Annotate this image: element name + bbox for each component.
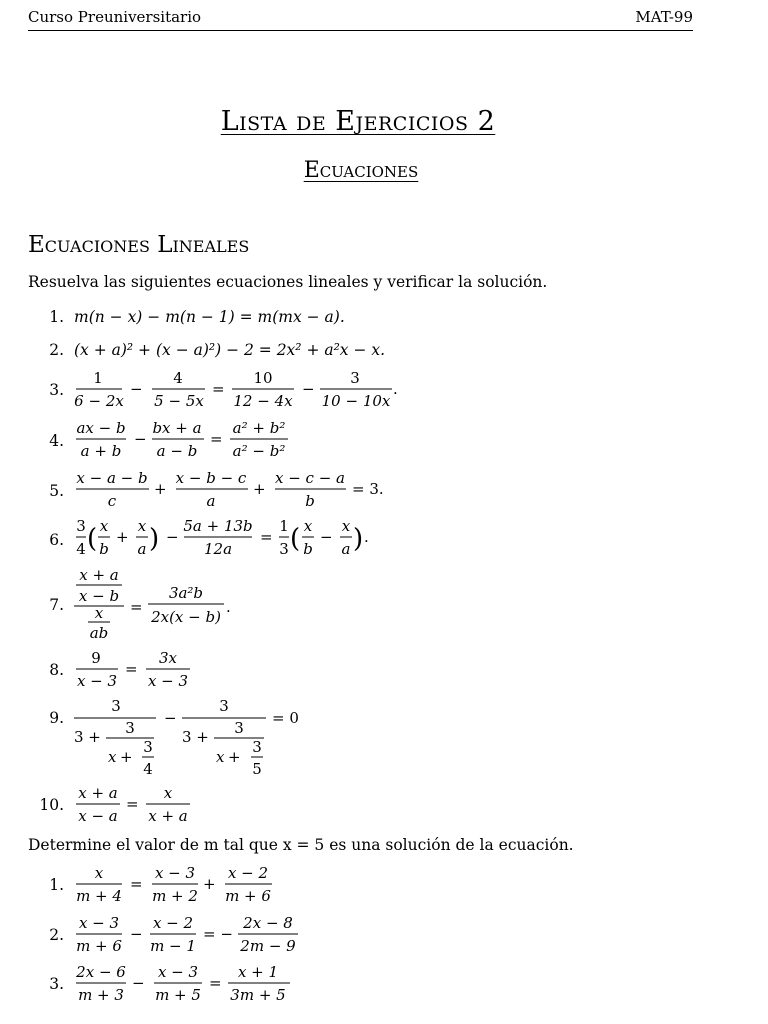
svg-text:= 3.: = 3. xyxy=(352,480,384,498)
svg-text:a − b: a − b xyxy=(156,442,198,460)
svg-text:a² − b²: a² − b² xyxy=(232,442,286,460)
svg-text:x: x xyxy=(137,517,147,535)
svg-text:=: = xyxy=(130,875,143,893)
svg-text:m + 6: m + 6 xyxy=(225,887,271,905)
course-name: Curso Preuniversitario xyxy=(28,8,202,26)
svg-text:1: 1 xyxy=(93,369,103,387)
svg-text:x − a − b: x − a − b xyxy=(76,469,148,487)
svg-text:b: b xyxy=(99,540,109,558)
svg-text:x − 3: x − 3 xyxy=(78,914,120,932)
svg-text:m − 1: m − 1 xyxy=(150,937,196,955)
svg-text:3x: 3x xyxy=(158,649,178,667)
exercise-equation-7 xyxy=(72,564,272,644)
svg-text:bx + a: bx + a xyxy=(152,419,202,437)
svg-text:3: 3 xyxy=(279,540,289,558)
svg-text:5: 5 xyxy=(252,760,262,778)
svg-text:3m + 5: 3m + 5 xyxy=(230,986,286,1004)
svg-text:−: − xyxy=(166,528,179,546)
exercise-equation-9 xyxy=(72,694,352,784)
svg-text:x − 3: x − 3 xyxy=(157,963,199,981)
svg-text:−: − xyxy=(320,528,333,546)
svg-text:−: − xyxy=(134,430,147,448)
page-header xyxy=(28,8,693,31)
svg-text:5 − 5x: 5 − 5x xyxy=(154,392,204,410)
exercise-number: 1. xyxy=(49,308,64,326)
svg-text:4: 4 xyxy=(143,760,153,778)
svg-text:= 0: = 0 xyxy=(272,709,299,727)
svg-text:m + 5: m + 5 xyxy=(155,986,201,1004)
svg-text:x − b: x − b xyxy=(78,587,120,605)
exercise-equation: (x + a)² + (x − a)²) − 2 = 2x² + a²x − x. xyxy=(74,341,386,359)
svg-text:x: x xyxy=(94,864,104,882)
exercise-number: 2. xyxy=(49,341,64,359)
svg-text:−: − xyxy=(302,380,315,398)
svg-text:x: x xyxy=(94,604,104,622)
exercise-number: 3. xyxy=(49,975,64,993)
exercise-number: 5. xyxy=(49,482,64,500)
svg-text:3: 3 xyxy=(111,697,121,715)
svg-text:x: x xyxy=(216,748,225,766)
svg-text:.: . xyxy=(364,528,369,546)
exercise-number: 2. xyxy=(49,926,64,944)
svg-text:= −: = − xyxy=(203,925,233,943)
svg-text:b: b xyxy=(305,492,315,510)
svg-text:x + 1: x + 1 xyxy=(237,963,279,981)
svg-text:x: x xyxy=(341,517,351,535)
svg-text:.: . xyxy=(226,598,231,616)
svg-text:3: 3 xyxy=(125,719,135,737)
svg-text:): ) xyxy=(149,524,160,554)
exercise-number: 6. xyxy=(49,531,64,549)
page-title: Lista de Ejercicios 2 xyxy=(220,106,496,137)
svg-text:x − 3: x − 3 xyxy=(147,672,189,690)
exercise-number: 4. xyxy=(49,432,64,450)
svg-text:10: 10 xyxy=(253,369,273,387)
svg-text:x − b − c: x − b − c xyxy=(175,469,247,487)
svg-text:=: = xyxy=(212,380,225,398)
svg-text:9: 9 xyxy=(91,649,101,667)
svg-text:−: − xyxy=(130,380,143,398)
svg-text:a: a xyxy=(206,492,216,510)
svg-text:x − 3: x − 3 xyxy=(76,672,118,690)
svg-text:+: + xyxy=(154,480,167,498)
exercise-number: 9. xyxy=(49,709,64,727)
svg-text:3: 3 xyxy=(252,738,262,756)
svg-text:b: b xyxy=(303,540,313,558)
instructions-1: Resuelva las siguientes ecuaciones lineales y verificar la solución. xyxy=(28,273,548,291)
svg-text:1: 1 xyxy=(279,517,289,535)
exercise-equation-3 xyxy=(72,366,412,414)
svg-text:x − 2: x − 2 xyxy=(227,864,269,882)
svg-text:3: 3 xyxy=(234,719,244,737)
exercise-equation-4 xyxy=(72,416,312,464)
svg-text:x + a: x + a xyxy=(78,784,118,802)
svg-text:m + 2: m + 2 xyxy=(152,887,198,905)
exercise-number: 7. xyxy=(49,596,64,614)
svg-text:m + 3: m + 3 xyxy=(78,986,124,1004)
svg-text:m + 6: m + 6 xyxy=(76,937,122,955)
svg-text:(: ( xyxy=(290,524,301,554)
svg-text:2m − 9: 2m − 9 xyxy=(240,937,296,955)
svg-text:=: = xyxy=(210,430,223,448)
exercise-equation-8 xyxy=(72,646,212,694)
svg-text:x: x xyxy=(303,517,313,535)
exercise-number: 3. xyxy=(49,381,64,399)
svg-text:m + 4: m + 4 xyxy=(76,887,122,905)
svg-text:4: 4 xyxy=(76,540,86,558)
svg-text:=: = xyxy=(126,795,139,813)
svg-text:x + a: x + a xyxy=(148,807,188,825)
svg-text:12a: 12a xyxy=(203,540,233,558)
svg-text:2x(x − b): 2x(x − b) xyxy=(151,608,221,626)
svg-text:−: − xyxy=(132,974,145,992)
svg-text:6 − 2x: 6 − 2x xyxy=(74,392,124,410)
svg-text:3: 3 xyxy=(76,517,86,535)
exercise-equation-6 xyxy=(72,514,392,562)
svg-text:+: + xyxy=(120,748,133,766)
page-subtitle: Ecuaciones xyxy=(303,158,419,183)
svg-text:3 +: 3 + xyxy=(182,728,209,746)
svg-text:x − 3: x − 3 xyxy=(154,864,196,882)
svg-text:−: − xyxy=(164,709,177,727)
svg-text:(: ( xyxy=(87,524,98,554)
exercise-equation-10 xyxy=(72,781,212,829)
svg-text:12 − 4x: 12 − 4x xyxy=(233,392,293,410)
svg-text:−: − xyxy=(130,925,143,943)
svg-text:+: + xyxy=(228,748,241,766)
svg-text:=: = xyxy=(125,660,138,678)
svg-text:5a + 13b: 5a + 13b xyxy=(183,517,253,535)
svg-text:x: x xyxy=(108,748,117,766)
svg-text:x − 2: x − 2 xyxy=(152,914,194,932)
svg-text:10 − 10x: 10 − 10x xyxy=(321,392,391,410)
svg-text:+: + xyxy=(253,480,266,498)
exercise-equation-m2 xyxy=(72,911,322,959)
svg-text:x − a: x − a xyxy=(78,807,118,825)
exercise-equation-m1 xyxy=(72,861,302,909)
svg-text:a: a xyxy=(137,540,147,558)
svg-text:+: + xyxy=(203,875,216,893)
svg-text:ab: ab xyxy=(89,624,109,642)
instructions-2: Determine el valor de m tal que x = 5 es una solución de la ecuación. xyxy=(28,836,574,854)
svg-text:2x − 8: 2x − 8 xyxy=(243,914,293,932)
section-heading: Ecuaciones Lineales xyxy=(28,232,250,258)
svg-text:x: x xyxy=(163,784,173,802)
svg-text:=: = xyxy=(260,528,273,546)
svg-text:=: = xyxy=(209,974,222,992)
svg-text:): ) xyxy=(353,524,364,554)
svg-text:c: c xyxy=(107,492,117,510)
svg-text:3: 3 xyxy=(219,697,229,715)
course-code: MAT-99 xyxy=(635,8,693,26)
svg-text:ax − b: ax − b xyxy=(76,419,126,437)
svg-text:3a²b: 3a²b xyxy=(168,584,204,602)
svg-text:+: + xyxy=(116,528,129,546)
svg-text:a² + b²: a² + b² xyxy=(232,419,286,437)
exercise-number: 8. xyxy=(49,661,64,679)
svg-text:3: 3 xyxy=(350,369,360,387)
svg-text:2x − 6: 2x − 6 xyxy=(76,963,126,981)
exercise-equation-5 xyxy=(72,466,402,514)
svg-text:x + a: x + a xyxy=(79,566,119,584)
svg-text:=: = xyxy=(130,598,143,616)
exercise-number: 1. xyxy=(49,876,64,894)
svg-text:4: 4 xyxy=(173,369,183,387)
svg-text:a + b: a + b xyxy=(80,442,122,460)
svg-text:x: x xyxy=(99,517,109,535)
svg-text:3 +: 3 + xyxy=(74,728,101,746)
exercise-equation-m3 xyxy=(72,960,322,1008)
svg-text:x − c − a: x − c − a xyxy=(274,469,346,487)
svg-text:.: . xyxy=(393,380,398,398)
svg-text:3: 3 xyxy=(143,738,153,756)
exercise-number: 10. xyxy=(39,796,64,814)
exercise-equation: m(n − x) − m(n − 1) = m(mx − a). xyxy=(74,308,345,326)
svg-text:a: a xyxy=(341,540,351,558)
